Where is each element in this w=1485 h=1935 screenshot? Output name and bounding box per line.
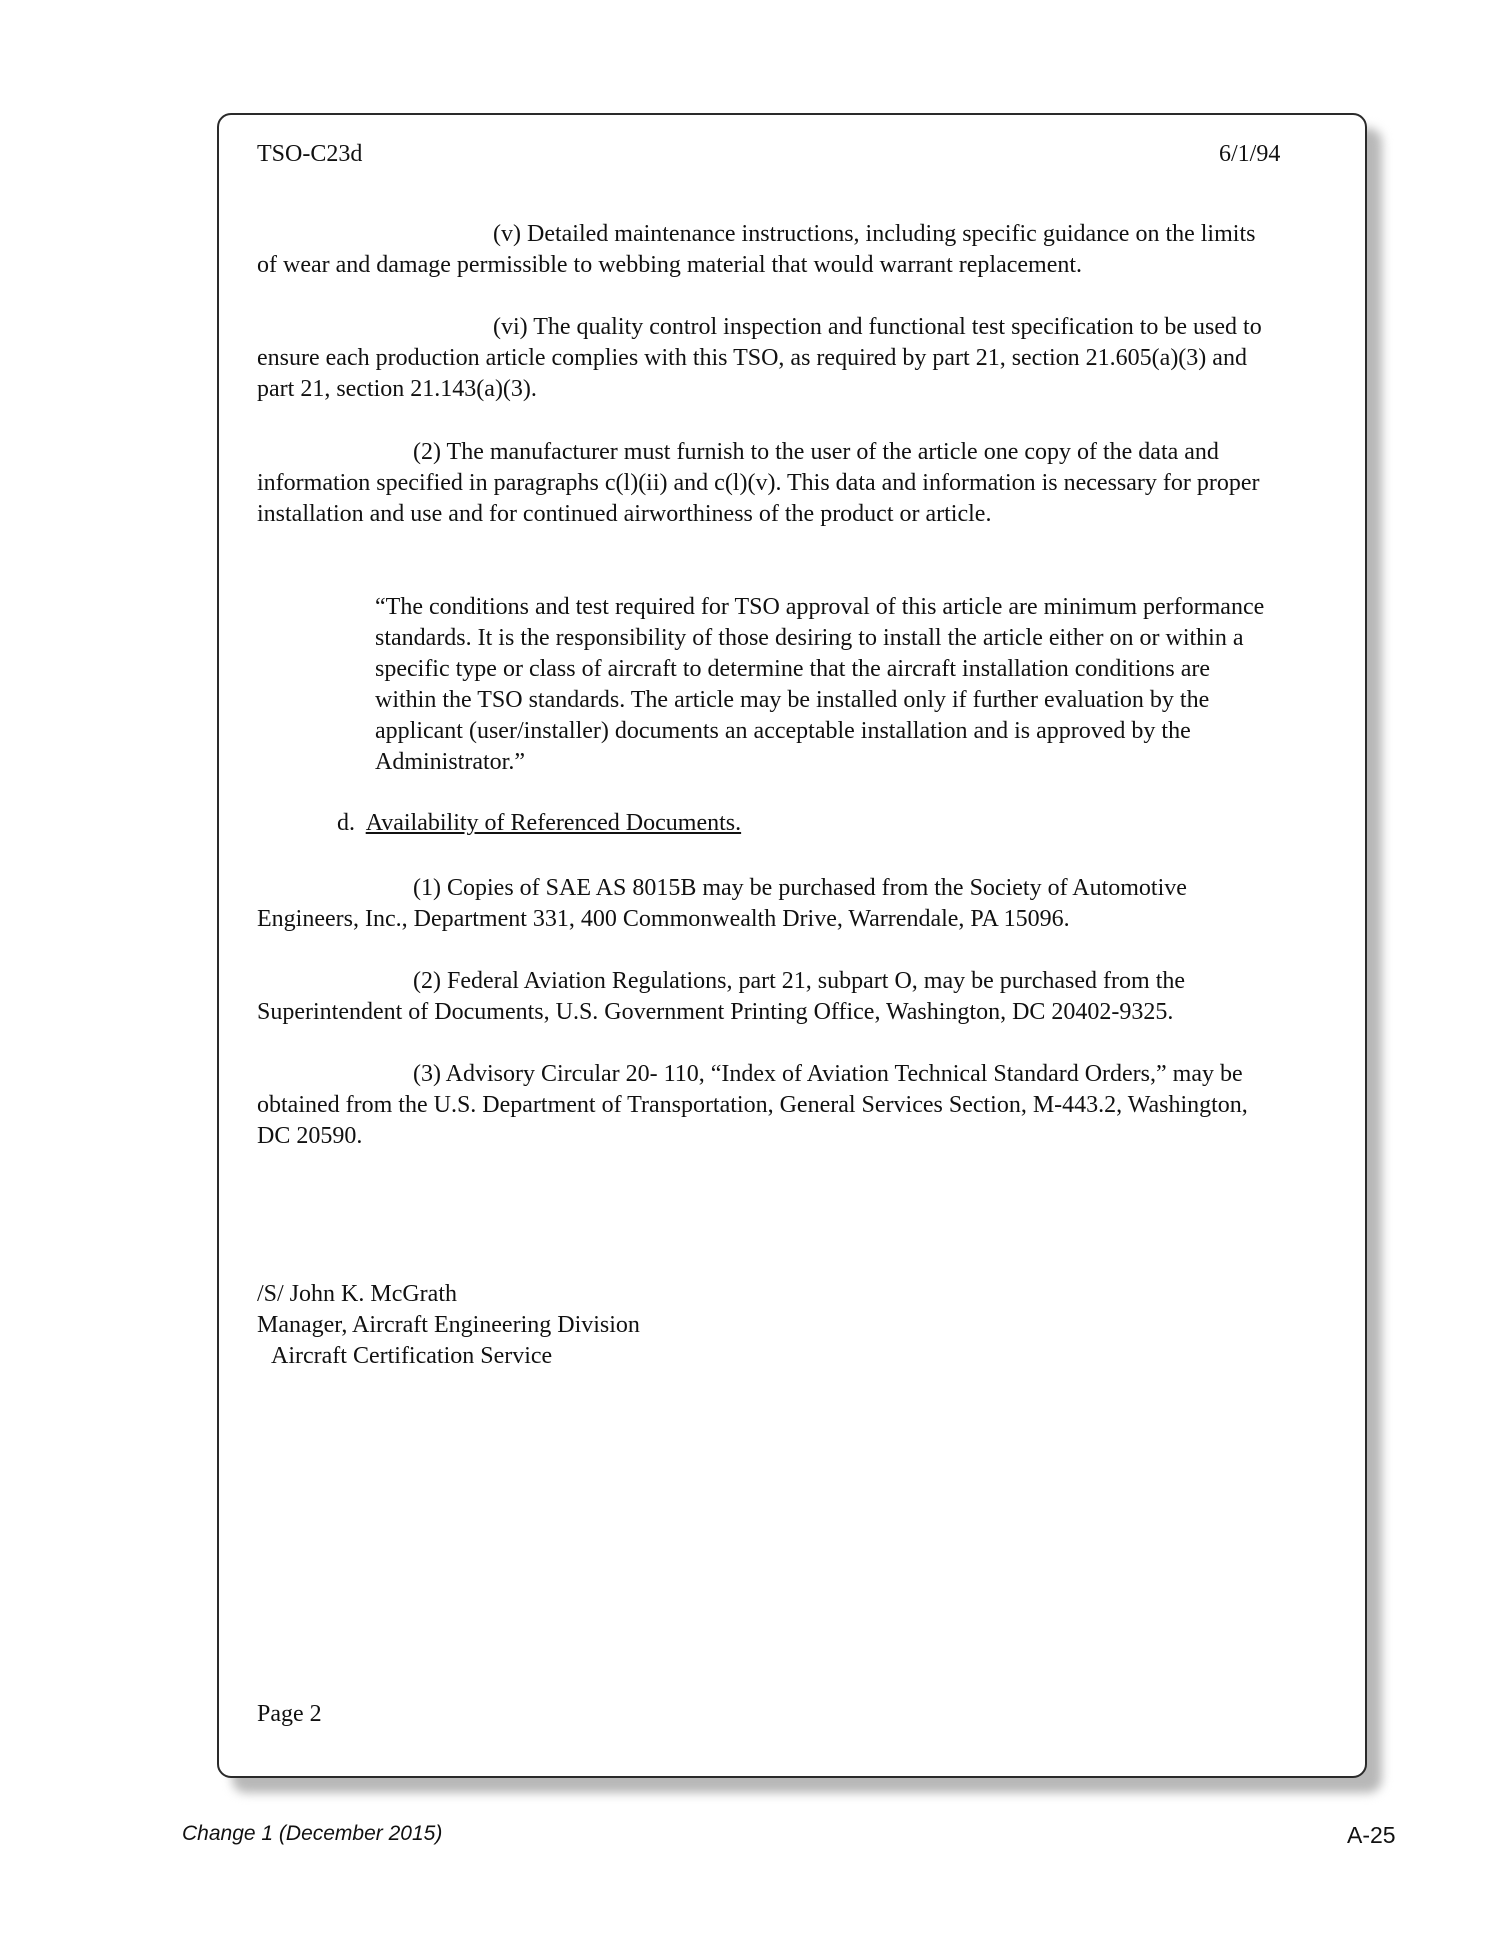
reference-item-3: (3) Advisory Circular 20- 110, “Index of Aviation Technical Standard Orders,” may be obtained from the U.S. Department of Transportation, General Services Section, M-443.2, Washington, DC 20590. xyxy=(257,1061,1248,1149)
document-date: 6/1/94 xyxy=(1219,141,1281,167)
signature-title: Manager, Aircraft Engineering Division xyxy=(257,1312,640,1338)
block-quote: “The conditions and test required for TSO approval of this article are minimum performance standards. It is the responsibility of those desiring to install the article either on or within a specific type or class of aircraft to determine that the aircraft installation conditions are within the TSO standards. The article may be installed only if further evaluation by the applicant (user/installer) documents an acceptable installation and is approved by the Administrator.” xyxy=(375,594,1265,775)
section-d-title: Availability of Referenced Documents. xyxy=(365,810,742,836)
footer-change-note: Change 1 (December 2015) xyxy=(182,1822,443,1845)
section-d-heading xyxy=(337,810,741,837)
paragraph-2: (2) The manufacturer must furnish to the user of the article one copy of the data and information specified in paragraphs c(l)(ii) and c(l)(v). This data and information is necessary for proper installation and use and for continued airworthiness of the product or article. xyxy=(257,439,1260,527)
section-d-label: d. xyxy=(337,810,355,836)
document-id: TSO-C23d xyxy=(257,141,363,167)
page-number: Page 2 xyxy=(257,1701,322,1727)
footer-page-number: A-25 xyxy=(1347,1822,1396,1848)
reference-item-2: (2) Federal Aviation Regulations, part 21, subpart O, may be purchased from the Superintendent of Documents, U.S. Government Printing Office, Washington, DC 20402-9325. xyxy=(257,968,1186,1025)
signature-office: Aircraft Certification Service xyxy=(271,1343,553,1369)
signature-block xyxy=(257,1279,640,1372)
signature-name: /S/ John K. McGrath xyxy=(257,1281,457,1307)
paragraph-v: (v) Detailed maintenance instructions, including specific guidance on the limits of wear and damage permissible to webbing material that would warrant replacement. xyxy=(257,221,1256,278)
paragraph-vi: (vi) The quality control inspection and functional test specification to be used to ensure each production article complies with this TSO, as required by part 21, section 21.605(a)(3) and part 21, section 21.143(a)(3). xyxy=(257,314,1262,402)
reference-item-1: (1) Copies of SAE AS 8015B may be purchased from the Society of Automotive Engineers, Inc., Department 331, 400 Commonwealth Drive, Warrendale, PA 15096. xyxy=(257,875,1187,932)
